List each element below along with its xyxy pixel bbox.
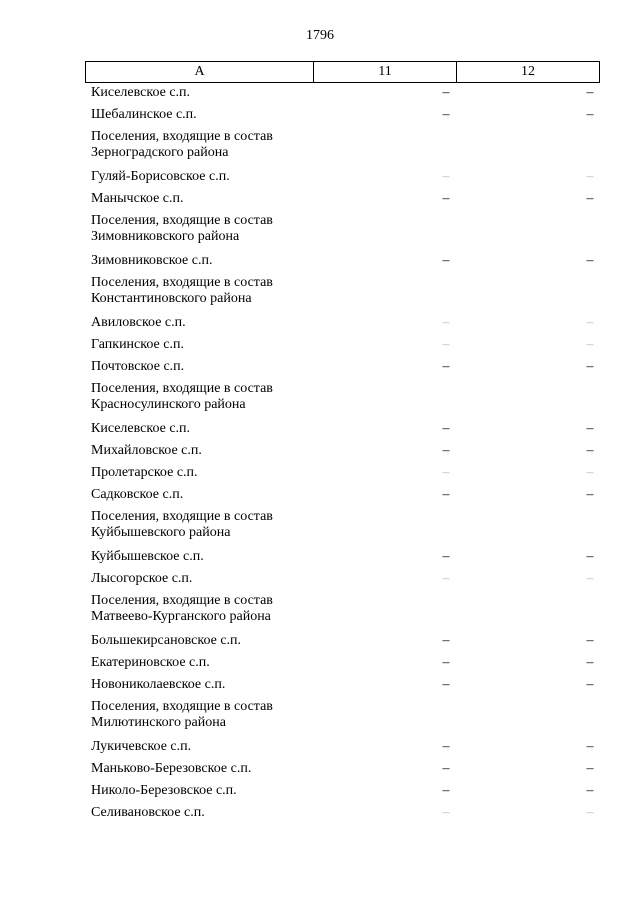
settlement-name: Поселения, входящие в состав Зимовниковского района [91, 213, 273, 244]
cell-col-11: – [442, 107, 450, 122]
settlement-name: Николо-Березовское с.п. [91, 783, 237, 798]
table-row [0, 677, 640, 699]
cell-col-12: – [586, 571, 594, 586]
cell-col-11: – [442, 191, 450, 206]
cell-col-12: – [586, 337, 594, 352]
table-row [0, 337, 640, 359]
settlement-name: Лысогорское с.п. [91, 571, 193, 586]
settlement-name: Гуляй-Борисовское с.п. [91, 169, 230, 184]
cell-col-11: – [442, 359, 450, 374]
table-row [0, 421, 640, 443]
cell-col-12: – [586, 421, 594, 436]
settlement-name: Манычское с.п. [91, 191, 184, 206]
cell-col-11: – [442, 761, 450, 776]
table-row [0, 739, 640, 761]
cell-col-12: – [586, 191, 594, 206]
cell-col-12: – [586, 465, 594, 480]
table-body [0, 85, 640, 827]
table-row [0, 549, 640, 571]
cell-col-12: – [586, 655, 594, 670]
table-row [0, 443, 640, 465]
cell-col-11: – [442, 169, 450, 184]
cell-col-12: – [586, 761, 594, 776]
settlement-name: Селивановское с.п. [91, 805, 205, 820]
table-row [0, 275, 640, 315]
settlement-name: Поселения, входящие в состав Куйбышевского района [91, 509, 273, 540]
settlement-name: Поселения, входящие в состав Милютинского района [91, 699, 273, 730]
cell-col-11: – [442, 677, 450, 692]
cell-col-11: – [442, 253, 450, 268]
header-col-11: 11 [314, 62, 457, 82]
cell-col-12: – [586, 677, 594, 692]
header-col-12: 12 [521, 64, 535, 79]
table-row [0, 381, 640, 421]
settlement-name: Поселения, входящие в состав Красносулинского района [91, 381, 273, 412]
cell-col-12: – [586, 107, 594, 122]
settlement-name: Киселевское с.п. [91, 421, 191, 436]
table-header [85, 61, 600, 83]
cell-col-11: – [442, 805, 450, 820]
cell-col-12: – [586, 633, 594, 648]
table-row [0, 253, 640, 275]
cell-col-12: – [586, 443, 594, 458]
settlement-name: Садковское с.п. [91, 487, 184, 502]
table-row [0, 699, 640, 739]
table-row [0, 191, 640, 213]
cell-col-12: – [586, 739, 594, 754]
cell-col-11: – [442, 739, 450, 754]
settlement-name: Шебалинское с.п. [91, 107, 197, 122]
settlement-name: Михайловское с.п. [91, 443, 202, 458]
table-row [0, 315, 640, 337]
cell-col-12: – [586, 549, 594, 564]
settlement-name: Киселевское с.п. [91, 85, 191, 100]
header-col-a: А [86, 62, 314, 82]
settlement-name: Большекирсановское с.п. [91, 633, 242, 648]
settlement-name: Авиловское с.п. [91, 315, 186, 330]
cell-col-11: – [442, 85, 450, 100]
cell-col-11: – [442, 487, 450, 502]
cell-col-11: – [442, 655, 450, 670]
settlement-name: Поселения, входящие в состав Зерноградского района [91, 129, 273, 160]
table-row [0, 465, 640, 487]
settlement-name: Гапкинское с.п. [91, 337, 184, 352]
cell-col-11: – [442, 571, 450, 586]
table-row [0, 85, 640, 107]
cell-col-11: – [442, 337, 450, 352]
settlement-name: Поселения, входящие в состав Константиновского района [91, 275, 273, 306]
page-number: 1796 [306, 28, 334, 43]
cell-col-12: – [586, 805, 594, 820]
cell-col-11: – [442, 315, 450, 330]
table-row [0, 169, 640, 191]
table-row [0, 805, 640, 827]
table-row [0, 359, 640, 381]
table-row [0, 487, 640, 509]
settlement-name: Екатериновское с.п. [91, 655, 210, 670]
table-row [0, 761, 640, 783]
cell-col-11: – [442, 421, 450, 436]
settlement-name: Маньково-Березовское с.п. [91, 761, 252, 776]
table-row [0, 107, 640, 129]
cell-col-11: – [442, 549, 450, 564]
cell-col-12: – [586, 487, 594, 502]
settlement-name: Куйбышевское с.п. [91, 549, 204, 564]
table-row [0, 129, 640, 169]
settlement-name: Зимовниковское с.п. [91, 253, 213, 268]
table-row [0, 593, 640, 633]
settlement-name: Новониколаевское с.п. [91, 677, 226, 692]
table-row [0, 655, 640, 677]
cell-col-12: – [586, 169, 594, 184]
table-row [0, 571, 640, 593]
cell-col-12: – [586, 783, 594, 798]
cell-col-12: – [586, 315, 594, 330]
cell-col-12: – [586, 359, 594, 374]
cell-col-11: – [442, 633, 450, 648]
cell-col-12: – [586, 253, 594, 268]
cell-col-11: – [442, 465, 450, 480]
settlement-name: Лукичевское с.п. [91, 739, 192, 754]
table-row [0, 213, 640, 253]
cell-col-12: – [586, 85, 594, 100]
cell-col-11: – [442, 443, 450, 458]
settlement-name: Поселения, входящие в состав Матвеево-Курганского района [91, 593, 273, 624]
settlement-name: Почтовское с.п. [91, 359, 185, 374]
table-row [0, 633, 640, 655]
table-row [0, 509, 640, 549]
table-row [0, 783, 640, 805]
cell-col-11: – [442, 783, 450, 798]
settlement-name: Пролетарское с.п. [91, 465, 198, 480]
